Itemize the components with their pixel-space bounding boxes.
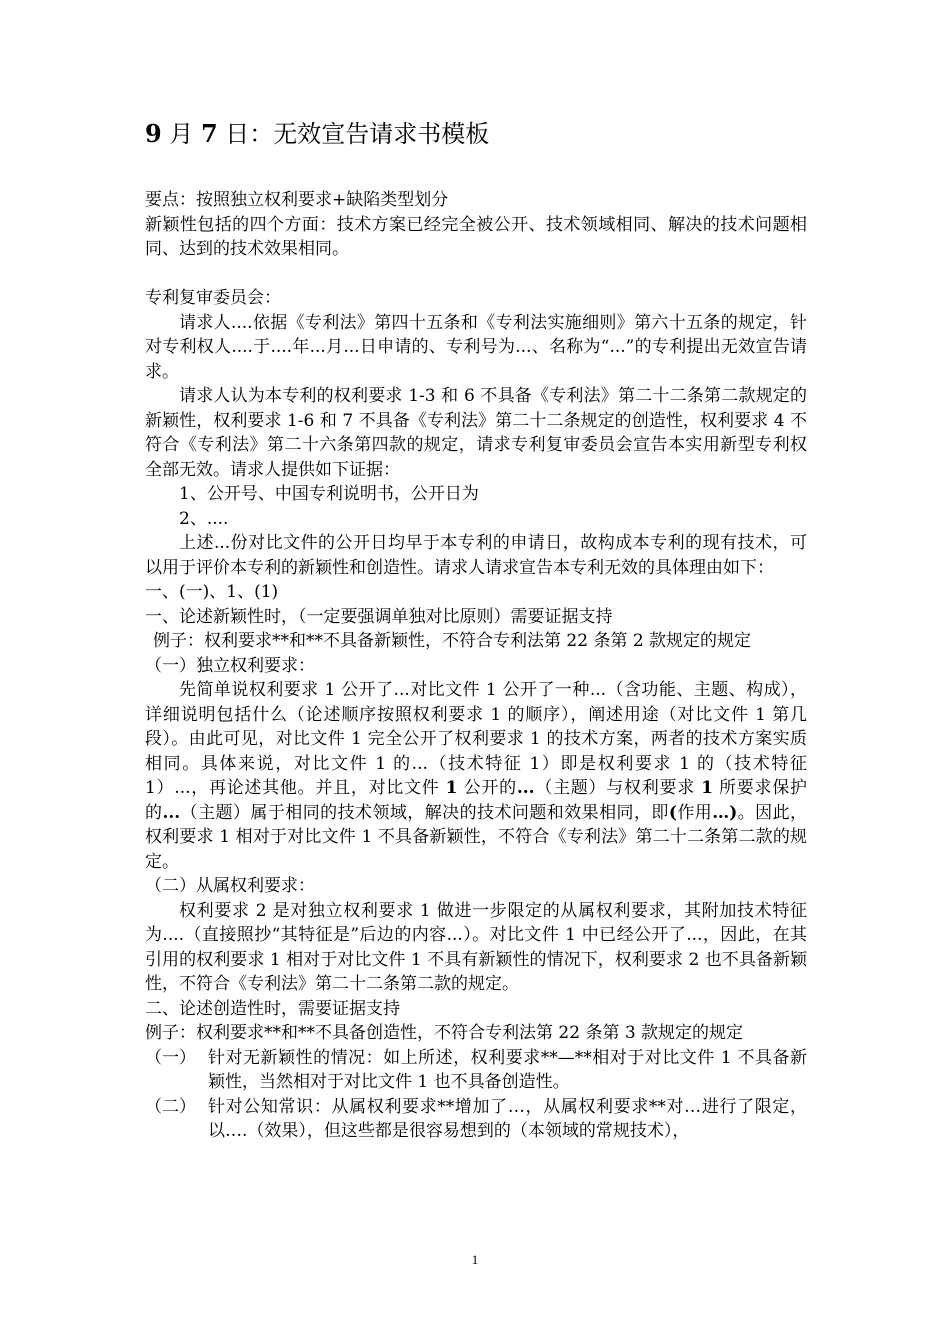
independent-bold-3: 1 <box>701 778 713 798</box>
inventiveness-item-1 <box>145 1046 807 1095</box>
independent-bold-4: ... <box>162 802 181 823</box>
blank-line <box>145 262 807 287</box>
page-number: 1 <box>471 1252 479 1267</box>
title-month-label: 月 <box>161 120 201 148</box>
document-title <box>145 118 807 150</box>
item-1-number: （一） <box>145 1047 196 1068</box>
inventiveness-example: 例子：权利要求**和**不具备创造性，不符合专利法第 22 条第 3 款规定的规定 <box>145 1023 744 1043</box>
independent-claim-heading: （一）独立权利要求： <box>145 655 315 676</box>
independent-text-5: （主题）属于相同的技术领域，解决的技术问题和效果相同，即 <box>180 802 669 823</box>
claims-paragraph: 请求人认为本专利的权利要求 1-3 和 6 不具备《专利法》第二十二条第二款规定的新颖性，权利要求 1-6 和 7 不具备《专利法》第二十二条规定的创造性，权利要求 4 不符合《专利法》第二十六条第四款的规定，请求专利复审委员会宣告本实用新型专利权全部无效。请求人提供如下证据： <box>145 386 807 480</box>
document-body <box>145 118 807 1144</box>
independent-claim-paragraph <box>145 678 807 874</box>
independent-text-4: 所要求保护的 <box>145 778 808 823</box>
novelty-heading: 一、论述新颖性时，（一定要强调单独对比原则）需要证据支持 <box>145 606 613 627</box>
dependent-claim-heading: （二）从属权利要求： <box>145 876 315 896</box>
independent-text-6: 作用 <box>676 802 713 823</box>
independent-text-1: 先简单说权利要求 1 公开了...对比文件 1 公开了一种...（含功能、主题、构成），详细说明包括什么（论述顺序按照权利要求 1 的顺序），阐述用途（对比文件 1 第几段）。由此可见，对比文件 1 完全公开了权利要求 1 的技术方案，两者的技术方案实质相同。具体来说，对比文件 1 的...（技术特征 1）即是权利要求 1 的（技术特征 1）...，再论述其他。并且，对比文件 <box>145 680 807 798</box>
prior-art-paragraph: 上述...份对比文件的公开日均早于本专利的申请日，故构成本专利的现有技术，可以用于评价本专利的新颖性和创造性。请求人请求宣告本专利无效的具体理由如下： <box>145 533 807 578</box>
inventiveness-item-2 <box>145 1095 807 1144</box>
dependent-claim-paragraph: 权利要求 2 是对独立权利要求 1 做进一步限定的从属权利要求，其附加技术特征为....（直接照抄“其特征是”后边的内容...）。对比文件 1 中已经公开了...，因此，在其引用的权利要求 1 相对于对比文件 1 不具有新颖性的情况下，权利要求 2 也不具备新颖性，不符合《专利法》第二十二条第二款的规定。 <box>145 900 807 994</box>
independent-bold-1: 1 <box>445 778 458 798</box>
numbering-scheme-line: 一、(一)、1、(1) <box>145 582 279 602</box>
independent-bold-2: ... <box>516 778 535 798</box>
novelty-aspects-paragraph: 新颖性包括的四个方面：技术方案已经完全被公开、技术领域相同、解决的技术问题相同、达到的技术效果相同。 <box>145 214 807 259</box>
evidence-item-2: 2、.... <box>179 508 229 529</box>
novelty-example: 例子：权利要求**和**不具备新颖性，不符合专利法第 22 条第 2 款规定的规定 <box>153 631 752 651</box>
item-2-text: 针对公知常识：从属权利要求**增加了…，从属权利要求**对…进行了限定，以….（效果），但这些都是很容易想到的（本领域的常规技术）， <box>208 1096 807 1141</box>
item-2-number: （二） <box>145 1096 196 1117</box>
independent-text-3: （主题）与权利要求 <box>534 778 702 798</box>
title-month-number: 9 <box>145 119 162 148</box>
independent-bold-5: ( <box>668 802 677 823</box>
item-1-text: 针对无新颖性的情况：如上所述，权利要求**—**相对于对比文件 1 不具备新颖性，当然相对于对比文件 1 也不具备创造性。 <box>208 1047 807 1092</box>
independent-text-2: 公开的 <box>457 778 517 798</box>
title-rest: 日：无效宣告请求书模板 <box>217 120 490 148</box>
request-paragraph: 请求人....依据《专利法》第四十五条和《专利法实施细则》第六十五条的规定，针对专利权人....于....年...月...日申请的、专利号为...、名称为“...”的专利提出无效宣告请求。 <box>145 312 807 382</box>
key-point-line: 要点：按照独立权利要求+缺陷类型划分 <box>145 190 449 210</box>
independent-bold-6: …) <box>712 802 738 823</box>
inventiveness-heading: 二、论述创造性时，需要证据支持 <box>145 998 400 1019</box>
independent-text-7: 。因此，权利要求 1 相对于对比文件 1 不具备新颖性，不符合《专利法》第二十二条第二款的规定。 <box>145 802 808 872</box>
title-day-number: 7 <box>200 119 218 148</box>
evidence-item-1: 1、公开号、中国专利说明书，公开日为 <box>179 484 479 504</box>
addressee-line: 专利复审委员会： <box>145 288 281 308</box>
